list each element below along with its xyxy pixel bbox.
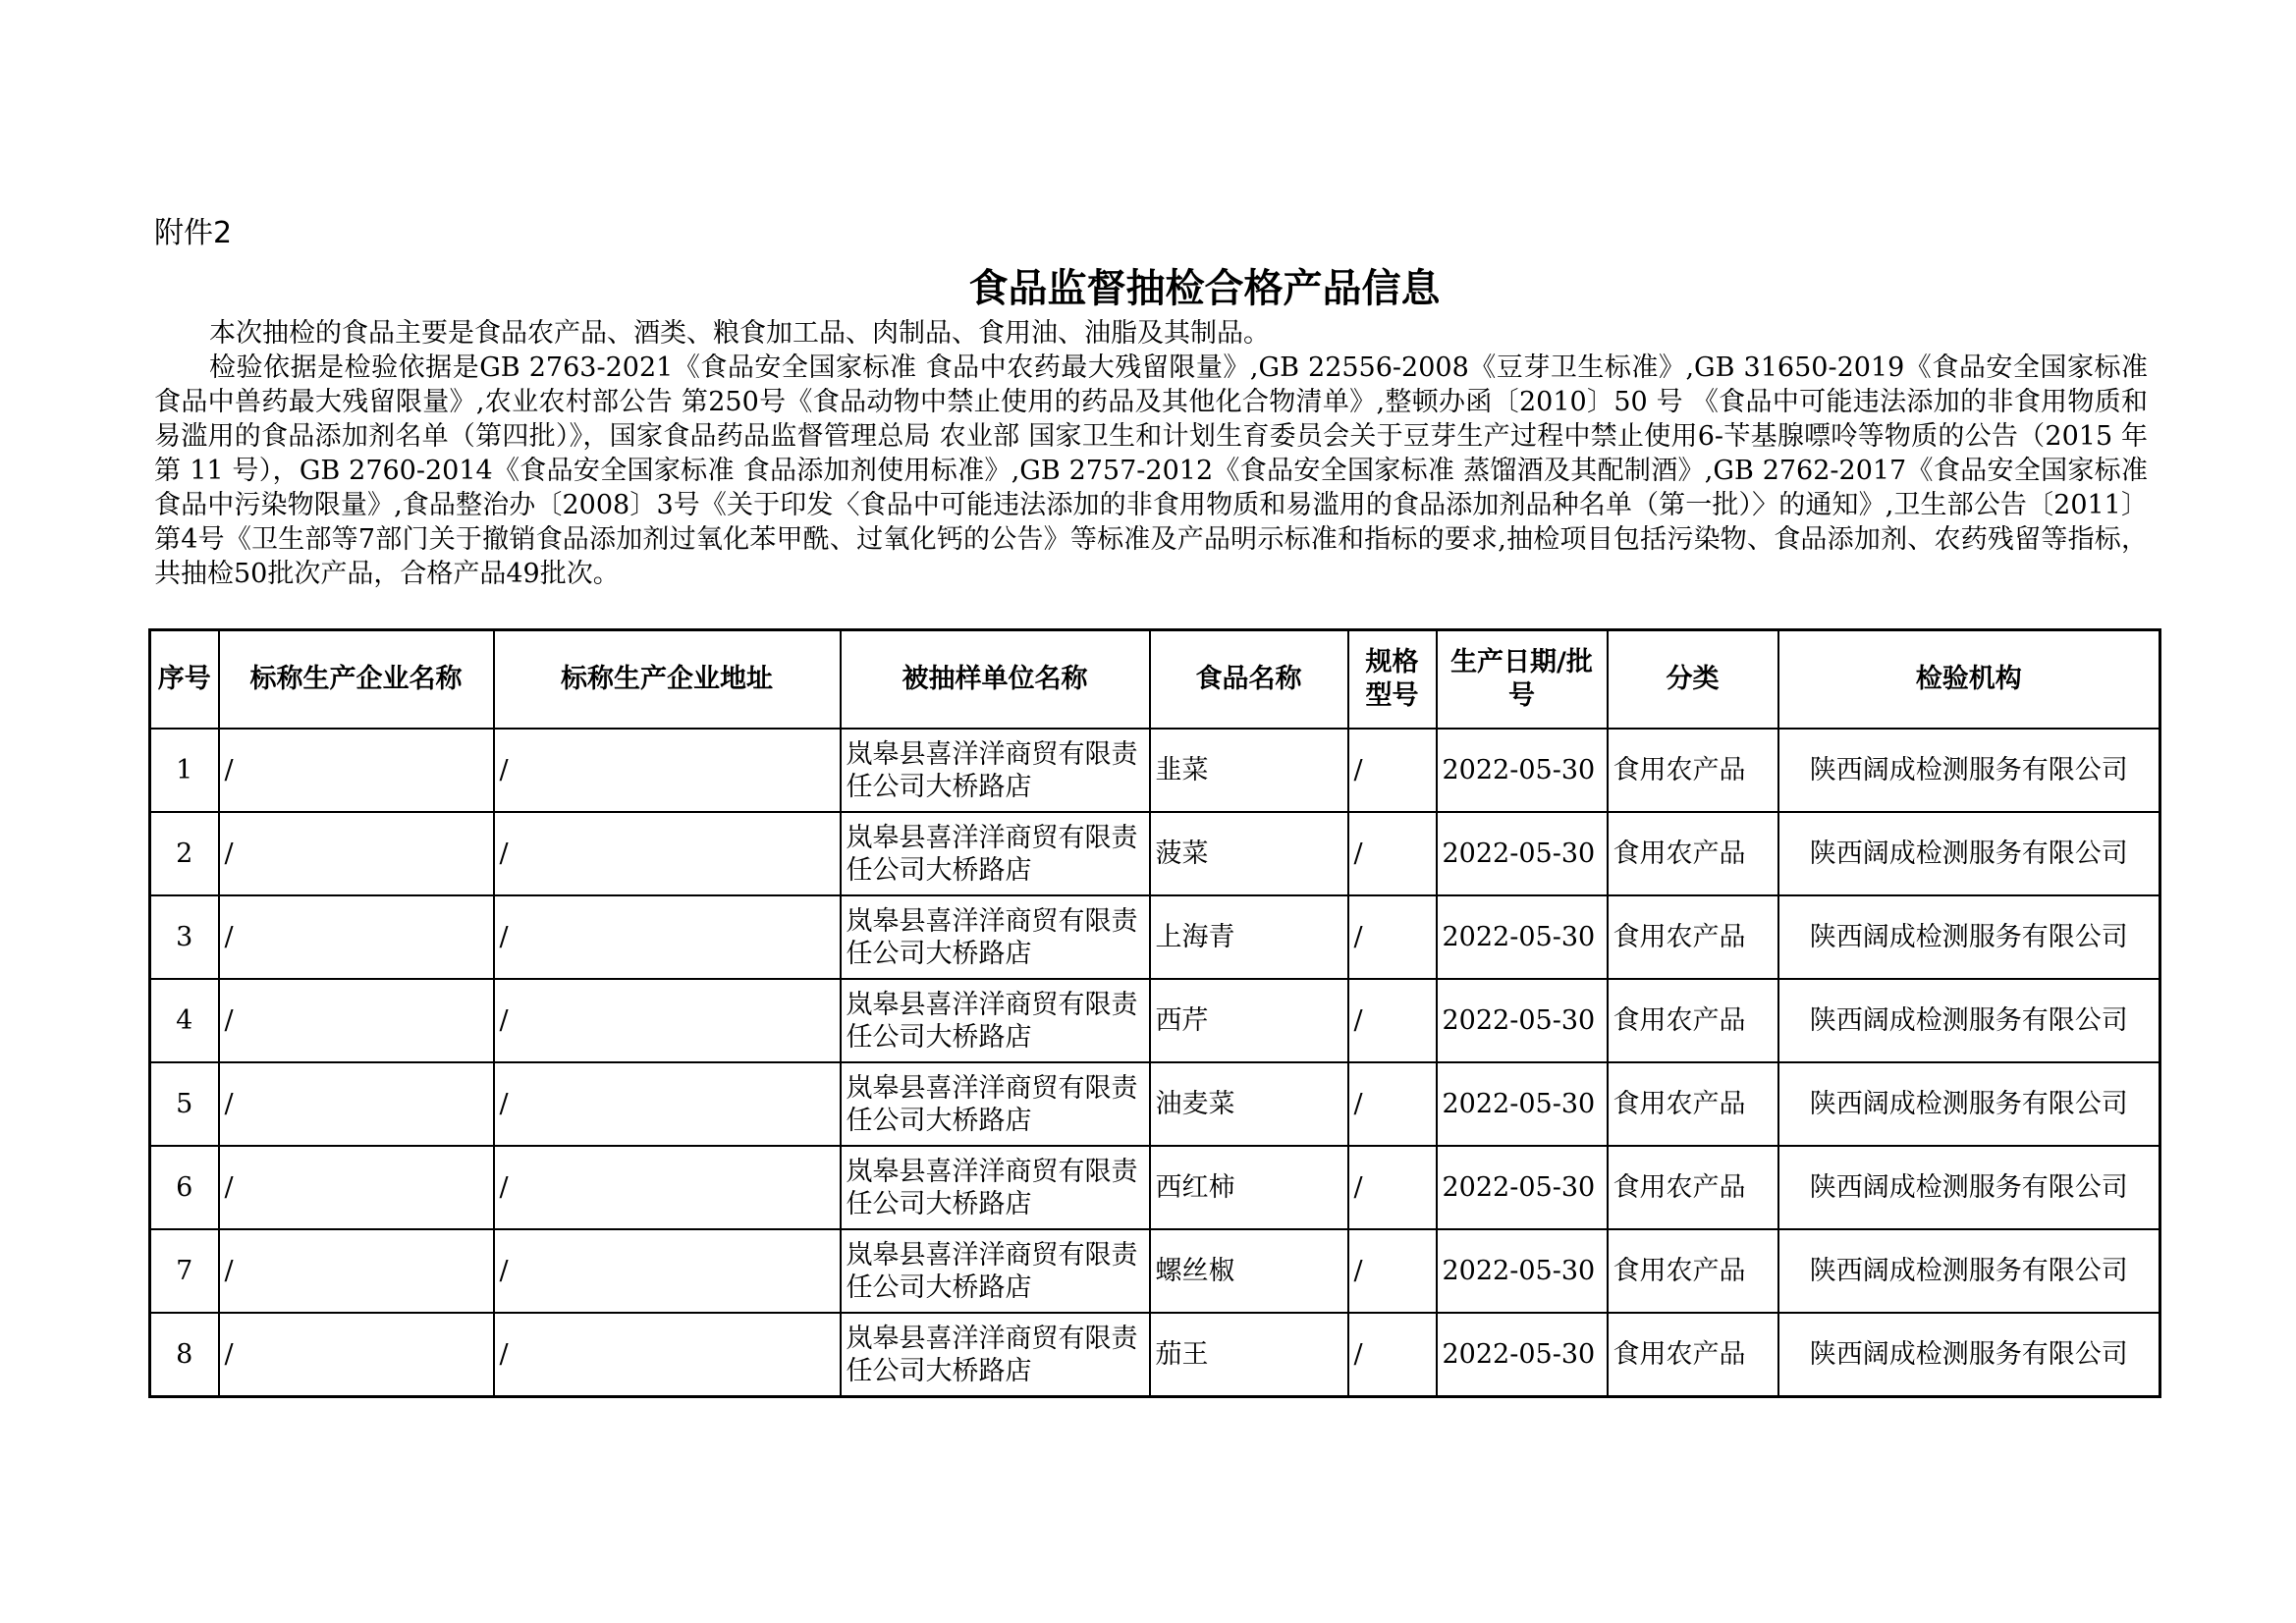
cell-food-name: 茄王 bbox=[1150, 1313, 1348, 1397]
table-row bbox=[150, 1146, 2160, 1229]
cell-seq: 5 bbox=[150, 1062, 219, 1146]
cell-spec: / bbox=[1348, 1062, 1437, 1146]
cell-food-name: 螺丝椒 bbox=[1150, 1229, 1348, 1313]
cell-category: 食用农产品 bbox=[1608, 979, 1778, 1062]
cell-date: 2022-05-30 bbox=[1437, 1313, 1608, 1397]
cell-date: 2022-05-30 bbox=[1437, 895, 1608, 979]
cell-agency: 陕西阔成检测服务有限公司 bbox=[1778, 812, 2160, 895]
cell-seq: 7 bbox=[150, 1229, 219, 1313]
header-producer-address: 标称生产企业地址 bbox=[494, 630, 841, 730]
cell-producer-address: / bbox=[494, 979, 841, 1062]
cell-seq: 1 bbox=[150, 729, 219, 812]
header-category: 分类 bbox=[1608, 630, 1778, 730]
cell-category: 食用农产品 bbox=[1608, 1146, 1778, 1229]
cell-date: 2022-05-30 bbox=[1437, 1062, 1608, 1146]
intro-text bbox=[154, 316, 2148, 591]
cell-producer-name: / bbox=[219, 895, 494, 979]
cell-seq: 2 bbox=[150, 812, 219, 895]
cell-producer-address: / bbox=[494, 812, 841, 895]
table-row bbox=[150, 979, 2160, 1062]
header-producer-name: 标称生产企业名称 bbox=[219, 630, 494, 730]
cell-producer-address: / bbox=[494, 729, 841, 812]
cell-food-name: 上海青 bbox=[1150, 895, 1348, 979]
cell-sampled-unit: 岚皋县喜洋洋商贸有限责任公司大桥路店 bbox=[841, 979, 1150, 1062]
cell-agency: 陕西阔成检测服务有限公司 bbox=[1778, 895, 2160, 979]
cell-sampled-unit: 岚皋县喜洋洋商贸有限责任公司大桥路店 bbox=[841, 895, 1150, 979]
header-sampled-unit: 被抽样单位名称 bbox=[841, 630, 1150, 730]
cell-agency: 陕西阔成检测服务有限公司 bbox=[1778, 729, 2160, 812]
cell-seq: 8 bbox=[150, 1313, 219, 1397]
table-row bbox=[150, 1229, 2160, 1313]
cell-sampled-unit: 岚皋县喜洋洋商贸有限责任公司大桥路店 bbox=[841, 729, 1150, 812]
cell-agency: 陕西阔成检测服务有限公司 bbox=[1778, 979, 2160, 1062]
header-date: 生产日期/批号 bbox=[1437, 630, 1608, 730]
cell-category: 食用农产品 bbox=[1608, 1062, 1778, 1146]
cell-agency: 陕西阔成检测服务有限公司 bbox=[1778, 1229, 2160, 1313]
cell-category: 食用农产品 bbox=[1608, 1229, 1778, 1313]
cell-producer-name: / bbox=[219, 1146, 494, 1229]
cell-food-name: 西芹 bbox=[1150, 979, 1348, 1062]
cell-agency: 陕西阔成检测服务有限公司 bbox=[1778, 1062, 2160, 1146]
cell-spec: / bbox=[1348, 895, 1437, 979]
cell-food-name: 油麦菜 bbox=[1150, 1062, 1348, 1146]
cell-producer-address: / bbox=[494, 1313, 841, 1397]
cell-seq: 6 bbox=[150, 1146, 219, 1229]
page-title: 食品监督抽检合格产品信息 bbox=[968, 265, 1441, 311]
cell-date: 2022-05-30 bbox=[1437, 729, 1608, 812]
cell-agency: 陕西阔成检测服务有限公司 bbox=[1778, 1146, 2160, 1229]
header-agency: 检验机构 bbox=[1778, 630, 2160, 730]
table-row bbox=[150, 729, 2160, 812]
cell-producer-name: / bbox=[219, 1229, 494, 1313]
cell-producer-address: / bbox=[494, 1062, 841, 1146]
table-header-row bbox=[150, 630, 2160, 730]
cell-food-name: 西红柿 bbox=[1150, 1146, 1348, 1229]
cell-producer-address: / bbox=[494, 1229, 841, 1313]
cell-date: 2022-05-30 bbox=[1437, 1229, 1608, 1313]
cell-date: 2022-05-30 bbox=[1437, 1146, 1608, 1229]
cell-sampled-unit: 岚皋县喜洋洋商贸有限责任公司大桥路店 bbox=[841, 1313, 1150, 1397]
cell-producer-name: / bbox=[219, 979, 494, 1062]
cell-sampled-unit: 岚皋县喜洋洋商贸有限责任公司大桥路店 bbox=[841, 1146, 1150, 1229]
cell-agency: 陕西阔成检测服务有限公司 bbox=[1778, 1313, 2160, 1397]
cell-producer-name: / bbox=[219, 729, 494, 812]
cell-category: 食用农产品 bbox=[1608, 895, 1778, 979]
cell-date: 2022-05-30 bbox=[1437, 812, 1608, 895]
cell-spec: / bbox=[1348, 729, 1437, 812]
cell-sampled-unit: 岚皋县喜洋洋商贸有限责任公司大桥路店 bbox=[841, 1062, 1150, 1146]
intro-paragraph-scope: 本次抽检的食品主要是食品农产品、酒类、粮食加工品、肉制品、食用油、油脂及其制品。 bbox=[209, 318, 1270, 349]
cell-category: 食用农产品 bbox=[1608, 1313, 1778, 1397]
cell-spec: / bbox=[1348, 1229, 1437, 1313]
attachment-label: 附件2 bbox=[154, 216, 233, 250]
cell-seq: 3 bbox=[150, 895, 219, 979]
results-table bbox=[148, 628, 2161, 1398]
cell-producer-name: / bbox=[219, 812, 494, 895]
header-food-name: 食品名称 bbox=[1150, 630, 1348, 730]
table-row bbox=[150, 812, 2160, 895]
table-row bbox=[150, 1313, 2160, 1397]
cell-food-name: 韭菜 bbox=[1150, 729, 1348, 812]
cell-category: 食用农产品 bbox=[1608, 812, 1778, 895]
cell-spec: / bbox=[1348, 1313, 1437, 1397]
table-row bbox=[150, 1062, 2160, 1146]
cell-category: 食用农产品 bbox=[1608, 729, 1778, 812]
cell-producer-address: / bbox=[494, 895, 841, 979]
cell-producer-name: / bbox=[219, 1313, 494, 1397]
cell-spec: / bbox=[1348, 1146, 1437, 1229]
cell-spec: / bbox=[1348, 979, 1437, 1062]
header-seq: 序号 bbox=[150, 630, 219, 730]
intro-paragraph-basis: 检验依据是检验依据是GB 2763-2021《食品安全国家标准 食品中农药最大残留限量》,GB 22556-2008《豆芽卫生标准》,GB 31650-2019《食品安全国家标准 食品中兽药最大残留限量》,农业农村部公告 第250号《食品动物中禁止使用的药品及其他化合物清单》,整顿办函〔2010〕50 号 《食品中可能违法添加的非食用物质和易滥用的食品添加剂名单（第四批）》，国家食品药品监督管理总局 农业部 国家卫生和计划生育委员会关于豆芽生产过程中禁止使用6-苄基腺嘌呤等物质的公告（2015 年第 11 号），GB 2760-2014《食品安全国家标准 食品添加剂使用标准》,GB 2757-2012《食品安全国家标准 蒸馏酒及其配制酒》,GB 2762-2017《食品安全国家标准 食品中污染物限量》,食品整治办〔2008〕3号《关于印发〈食品中可能违法添加的非食用物质和易滥用的食品添加剂品种名单（第一批）〉的通知》,卫生部公告〔2011〕第4号《卫生部等7部门关于撤销食品添加剂过氧化苯甲酰、过氧化钙的公告》等标准及产品明示标准和指标的要求,抽检项目包括污染物、食品添加剂、农药残留等指标，共抽检50批次产品，合格产品49批次。 bbox=[154, 352, 2148, 589]
cell-seq: 4 bbox=[150, 979, 219, 1062]
cell-producer-address: / bbox=[494, 1146, 841, 1229]
cell-sampled-unit: 岚皋县喜洋洋商贸有限责任公司大桥路店 bbox=[841, 1229, 1150, 1313]
cell-spec: / bbox=[1348, 812, 1437, 895]
header-spec: 规格型号 bbox=[1348, 630, 1437, 730]
cell-date: 2022-05-30 bbox=[1437, 979, 1608, 1062]
cell-producer-name: / bbox=[219, 1062, 494, 1146]
table-row bbox=[150, 895, 2160, 979]
cell-sampled-unit: 岚皋县喜洋洋商贸有限责任公司大桥路店 bbox=[841, 812, 1150, 895]
cell-food-name: 菠菜 bbox=[1150, 812, 1348, 895]
